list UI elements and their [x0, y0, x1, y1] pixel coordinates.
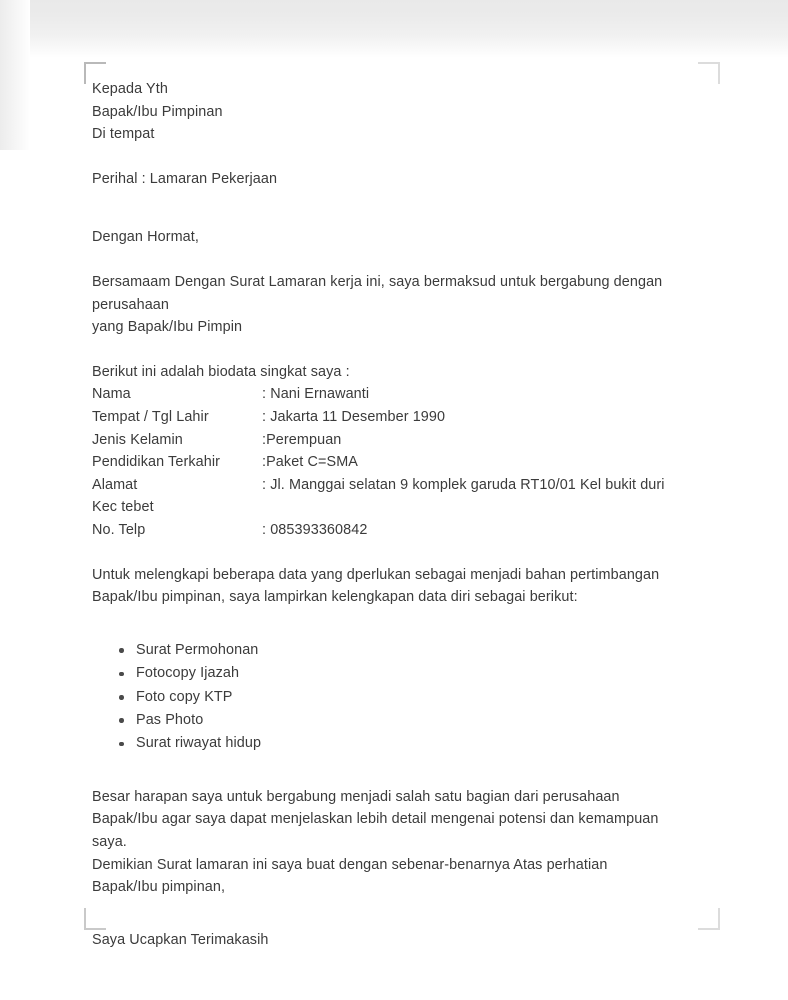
closing-line-2: Bapak/Ibu agar saya dapat menjelaskan lebih detail mengenai potensi dan kemampuan: [92, 811, 659, 828]
subject-line: Perihal : Lamaran Pekerjaan: [92, 170, 278, 187]
biodata-address-continuation: Kec tebet: [92, 499, 154, 516]
letter-body: [92, 78, 700, 951]
attachment-label: Pas Photo: [136, 711, 204, 728]
list-item: [92, 686, 700, 709]
biodata-value: :Paket C=SMA: [262, 454, 358, 471]
biodata-heading: Berikut ini adalah biodata singkat saya :: [92, 363, 350, 380]
crop-mark-top-right-icon: [698, 62, 720, 84]
biodata-row-tempat-tgl-lahir: [92, 406, 700, 429]
biodata-value: : Jakarta 11 Desember 1990: [262, 408, 446, 425]
biodata-row-nama: [92, 383, 700, 406]
biodata-label: Alamat: [92, 476, 138, 493]
bullet-icon: [119, 648, 124, 653]
spacer-before-thanks: [92, 899, 700, 929]
attachment-label: Fotocopy Ijazah: [136, 665, 240, 682]
closing-line-4: Demikian Surat lamaran ini saya buat dengan sebenar-benarnya Atas perhatian: [92, 856, 608, 873]
intro-line-2: yang Bapak/Ibu Pimpin: [92, 319, 243, 336]
attachments-list: [92, 639, 700, 756]
spacer-after-attachments: [92, 756, 700, 786]
attachment-label: Foto copy KTP: [136, 688, 233, 705]
biodata-label: No. Telp: [92, 521, 146, 538]
list-item: [92, 732, 700, 755]
biodata-value: : Nani Ernawanti: [262, 386, 370, 403]
list-item: [92, 662, 700, 685]
biodata-label: Nama: [92, 386, 131, 403]
addressee-block: [92, 78, 700, 146]
intro-paragraph: [92, 271, 700, 339]
biodata-row-jenis-kelamin: [92, 429, 700, 452]
crop-mark-bottom-right-icon: [698, 908, 720, 930]
biodata-label: Pendidikan Terkahir: [92, 454, 221, 471]
addressee-line-1: Kepada Yth: [92, 81, 168, 97]
biodata-row-alamat: [92, 474, 700, 497]
addressee-line-3: Di tempat: [92, 126, 155, 143]
spacer-after-salutation: [92, 249, 700, 271]
spacer-before-attachments: [92, 609, 700, 639]
spacer-after-intro: [92, 339, 700, 361]
scan-left-gradient-band: [0, 0, 30, 150]
biodata-value: :Perempuan: [262, 431, 342, 448]
attachment-label: Surat riwayat hidup: [136, 735, 262, 752]
biodata-block: [92, 361, 700, 542]
biodata-value: : 085393360842: [262, 521, 368, 538]
addressee-line-2: Bapak/Ibu Pimpinan: [92, 103, 223, 120]
attachment-label: Surat Permohonan: [136, 641, 259, 658]
bullet-icon: [119, 718, 124, 723]
closing-line-5: Bapak/Ibu pimpinan,: [92, 879, 226, 896]
scan-top-gradient-band: [0, 0, 788, 58]
spacer-after-subject: [92, 190, 700, 226]
attachments-intro-line-1: Untuk melengkapi beberapa data yang dperlukan sebagai menjadi bahan pertimbangan: [92, 566, 660, 583]
biodata-label: Jenis Kelamin: [92, 431, 183, 448]
intro-line-1: Bersamaam Dengan Surat Lamaran kerja ini, saya bermaksud untuk bergabung dengan perusahaan: [92, 273, 663, 313]
biodata-row-pendidikan-terkahir: [92, 451, 700, 474]
attachments-intro-line-2: Bapak/Ibu pimpinan, saya lampirkan kelengkapan data diri sebagai berikut:: [92, 589, 578, 606]
attachments-intro-paragraph: [92, 564, 700, 609]
spacer-after-addressee: [92, 146, 700, 168]
list-item: [92, 639, 700, 662]
closing-line-3: saya.: [92, 833, 127, 850]
list-item: [92, 709, 700, 732]
closing-line-1: Besar harapan saya untuk bergabung menjadi salah satu bagian dari perusahaan: [92, 788, 620, 805]
salutation: Dengan Hormat,: [92, 229, 199, 246]
biodata-row-no-telp: [92, 519, 700, 542]
bullet-icon: [119, 742, 124, 747]
biodata-label: Tempat / Tgl Lahir: [92, 408, 209, 425]
bullet-icon: [119, 695, 124, 700]
bullet-icon: [119, 672, 124, 677]
spacer-after-biodata: [92, 542, 700, 564]
closing-paragraph: [92, 786, 700, 899]
biodata-value: : Jl. Manggai selatan 9 komplek garuda RT10/01 Kel bukit duri: [262, 476, 665, 493]
thanks-line: Saya Ucapkan Terimakasih: [92, 931, 269, 948]
